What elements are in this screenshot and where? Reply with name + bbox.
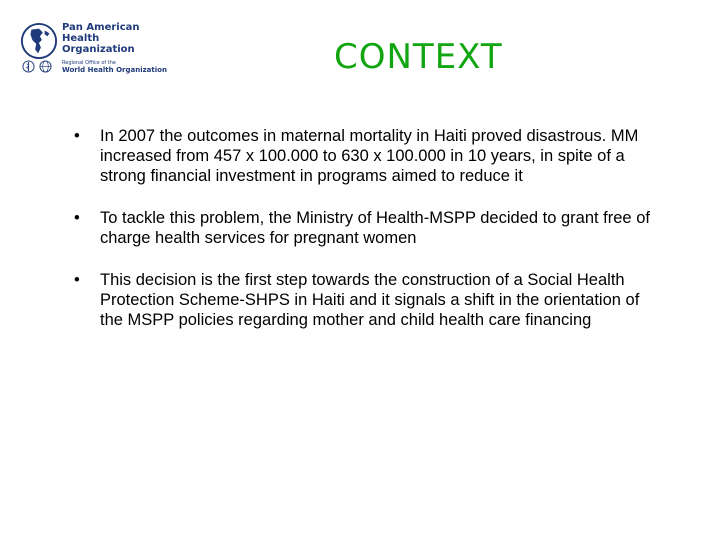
- bullet-item: [72, 126, 662, 186]
- who-affiliation: Regional Office of the World Health Organization: [62, 60, 167, 74]
- bullet-symbol: •: [74, 209, 80, 227]
- bullet-item: [72, 270, 662, 330]
- paho-logo: [20, 20, 167, 78]
- bullet-text: To tackle this problem, the Ministry of Health-MSPP decided to grant free of charge health services for pregnant women: [100, 209, 650, 247]
- organization-name: Pan American Health Organization: [62, 22, 140, 55]
- bullet-item: [72, 208, 662, 248]
- who-emblem-icon: [22, 60, 35, 73]
- bullet-list: [72, 126, 662, 330]
- slide-title: CONTEXT: [334, 37, 503, 77]
- bullet-text: In 2007 the outcomes in maternal mortality in Haiti proved disastrous. MM increased from 457 x 100.000 to 630 x 100.000 in 10 years, in spite of a strong financial investment in programs aimed to reduce it: [100, 127, 639, 185]
- bullet-symbol: •: [74, 271, 80, 289]
- bullet-symbol: •: [74, 127, 80, 145]
- americas-globe-icon: [20, 22, 58, 60]
- bullet-text: This decision is the first step towards the construction of a Social Health Protection Scheme-SHPS in Haiti and it signals a shift in the orientation of the MSPP policies regarding mother and child health care financing: [100, 271, 640, 329]
- globe-emblem-icon: [39, 60, 52, 73]
